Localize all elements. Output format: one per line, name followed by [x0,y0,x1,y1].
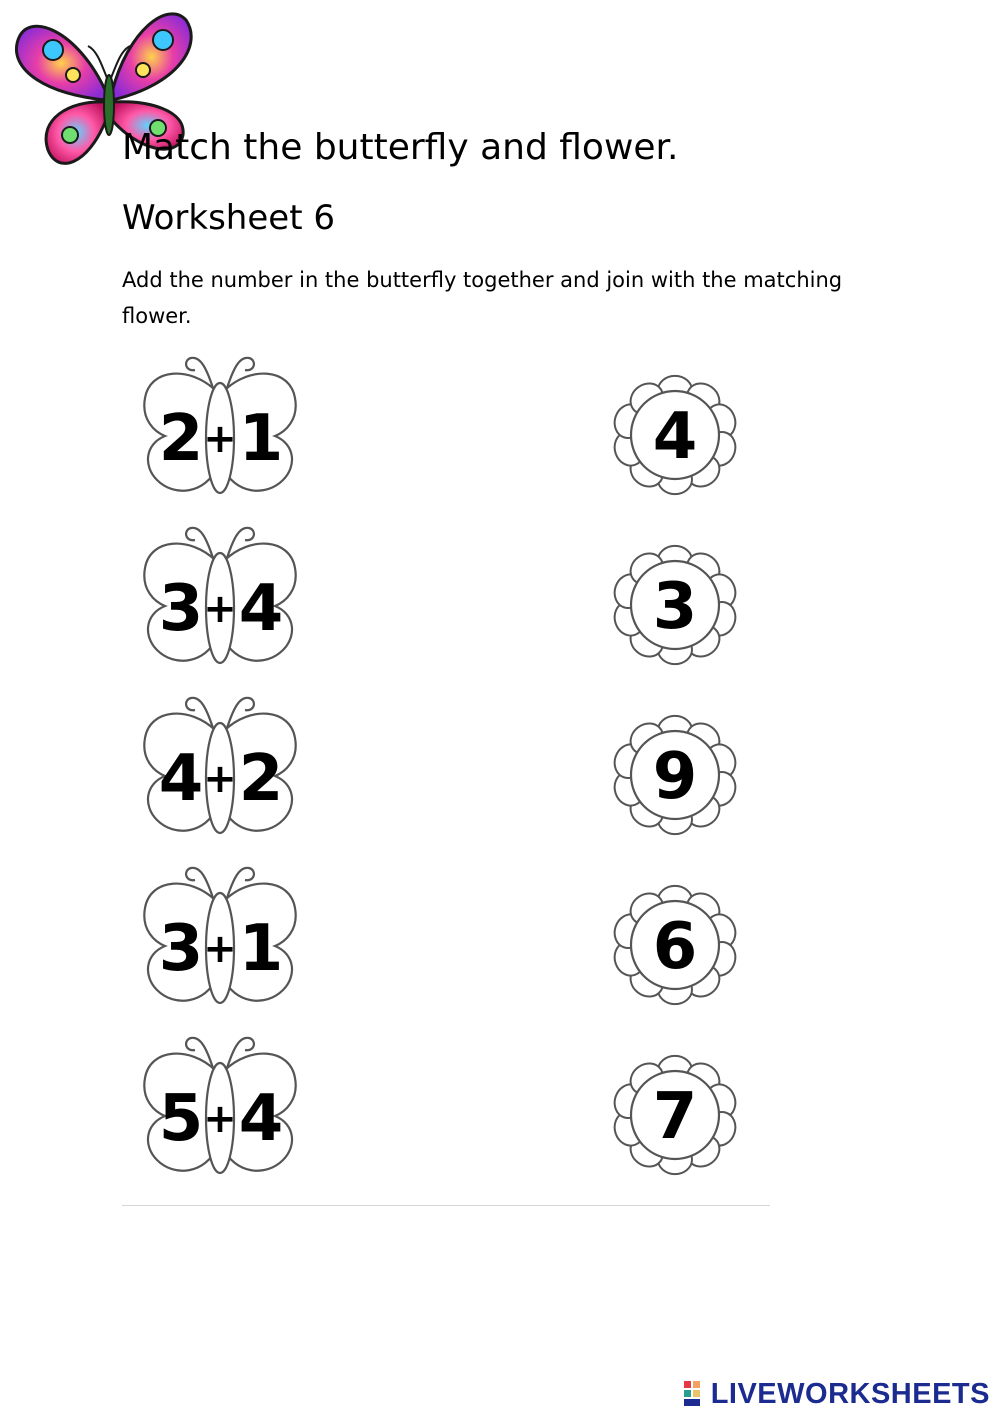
flower-number: 9 [652,740,698,814]
flower-number: 3 [652,570,698,644]
liveworksheets-logo-icon [683,1380,709,1408]
flower-card[interactable] [605,880,745,1010]
butterfly-card[interactable] [135,518,305,670]
butterfly-addend-a: 4 [158,742,204,816]
butterfly-operator: + [203,756,237,802]
worksheet-subtitle: Worksheet 6 [122,198,335,238]
brand-footer [683,1376,990,1412]
brand-text: LIVEWORKSHEETS [710,1378,990,1410]
page-title: Match the butterfly and flower. [122,127,679,168]
flower-card[interactable] [605,540,745,670]
butterfly-card[interactable] [135,348,305,500]
butterfly-card[interactable] [135,858,305,1010]
butterfly-addend-b: 1 [238,912,284,986]
butterfly-addend-b: 2 [238,742,284,816]
butterfly-card[interactable] [135,688,305,840]
flower-number: 7 [652,1080,698,1154]
flower-card[interactable] [605,1050,745,1180]
butterfly-addend-b: 4 [238,1082,284,1156]
butterfly-operator: + [203,1096,237,1142]
butterfly-addend-a: 3 [158,912,204,986]
butterfly-addend-a: 5 [158,1082,204,1156]
butterfly-operator: + [203,926,237,972]
butterfly-operator: + [203,586,237,632]
butterfly-addend-a: 3 [158,572,204,646]
butterfly-addend-b: 4 [238,572,284,646]
flower-number: 6 [652,910,698,984]
butterfly-operator: + [203,416,237,462]
butterfly-addend-a: 2 [158,402,204,476]
flower-card[interactable] [605,370,745,500]
instructions: Add the number in the butterfly together and join with the matching flower. [122,268,843,328]
divider [122,1205,770,1206]
flower-number: 4 [652,400,698,474]
butterfly-addend-b: 1 [238,402,284,476]
flower-card[interactable] [605,710,745,840]
butterfly-card[interactable] [135,1028,305,1180]
